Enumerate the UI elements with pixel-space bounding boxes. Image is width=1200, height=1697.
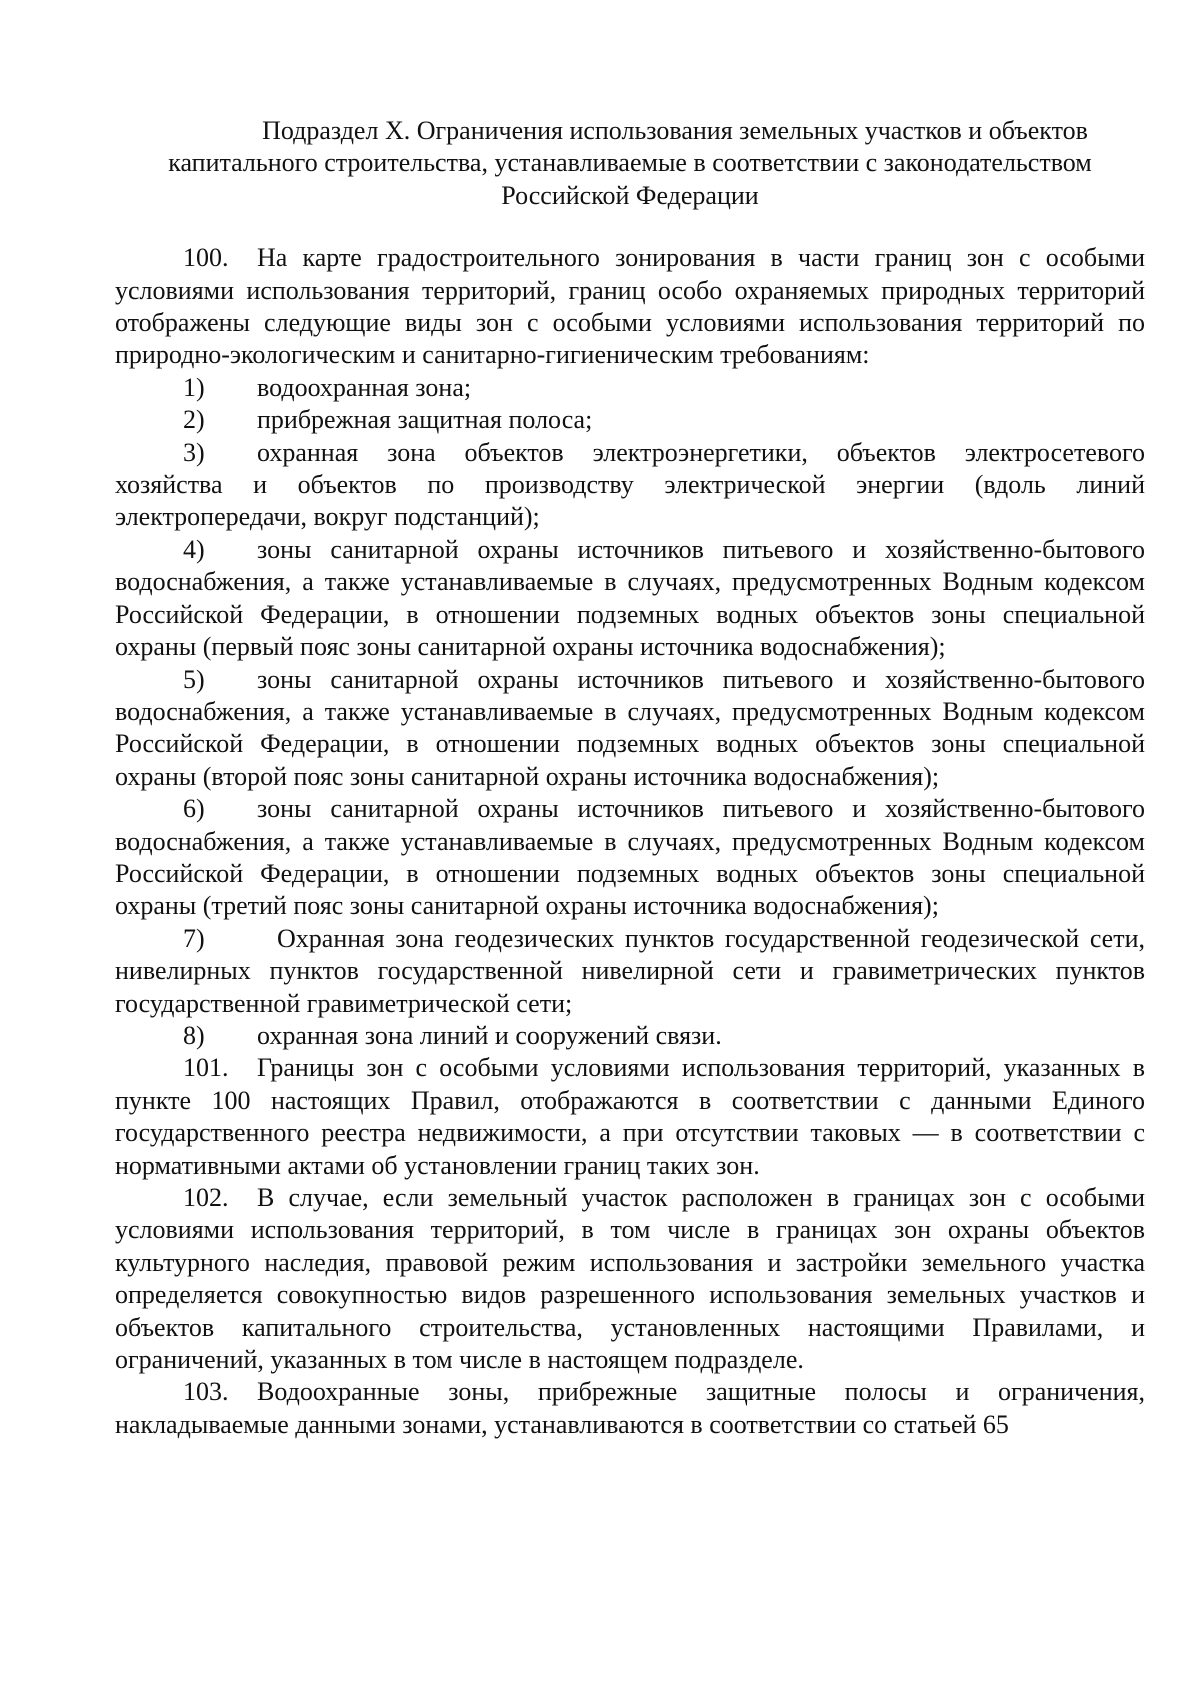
paragraph-number: 102. bbox=[183, 1183, 229, 1212]
list-item-number: 8) bbox=[183, 1020, 205, 1050]
paragraph-text: Границы зон с особыми условиями использования территорий, указанных в пункте 100 настоящих Правил, отображаются в соответствии с данными Единого государственного реестра недвижимости, а при отсутствии таковых — в соответствии с нормативными актами об установлении границ таких зон. bbox=[115, 1053, 1145, 1180]
paragraph-102 bbox=[115, 1182, 1145, 1376]
list-item-text: водоохранная зона; bbox=[257, 372, 472, 402]
paragraph-100 bbox=[115, 242, 1145, 372]
list-item bbox=[115, 664, 1145, 794]
list-item bbox=[115, 534, 1145, 664]
list-item bbox=[115, 923, 1145, 1020]
list-item bbox=[115, 437, 1145, 534]
list-item-text: охранная зона линий и сооружений связи. bbox=[257, 1020, 722, 1050]
paragraph-number: 101. bbox=[183, 1053, 229, 1083]
paragraph-text: В случае, если земельный участок расположен в границах зон с особыми условиями использования территорий, в том числе в границах зон охраны объектов культурного наследия, правовой режим использования и застройки земельного участка определяется совокупностью видов разрешенного использования земельных участков и объектов капитального строительства, установленных настоящими Правилами, и ограничений, указанных в том числе в настоящем подразделе. bbox=[115, 1183, 1145, 1375]
list-item bbox=[115, 1020, 1145, 1052]
list-item-text: зоны санитарной охраны источников питьевого и хозяйственно-бытового водоснабжения, а также устанавливаемые в случаях, предусмотренных Водным кодексом Российской Федерации, в отношении подземных водных объектов зоны специальной охраны (третий пояс зоны санитарной охраны источника водоснабжения); bbox=[115, 794, 1145, 921]
list-item bbox=[115, 404, 1145, 436]
paragraph-text: На карте градостроительного зонирования в части границ зон с особыми условиями использования территорий, границ особо охраняемых природных территорий отображены следующие виды зон с особыми условиями использования территорий по природно-экологическим и санитарно-гигиеническим требованиям: bbox=[115, 243, 1145, 370]
document-page bbox=[115, 115, 1145, 1441]
list-item bbox=[115, 372, 1145, 404]
paragraph-number: 100. bbox=[183, 243, 229, 273]
list-item-text: зоны санитарной охраны источников питьевого и хозяйственно-бытового водоснабжения, а также устанавливаемые в случаях, предусмотренных Водным кодексом Российской Федерации, в отношении подземных водных объектов зоны специальной охраны (второй пояс зоны санитарной охраны источника водоснабжения); bbox=[115, 664, 1145, 791]
section-heading: Подраздел X. Ограничения использования земельных участков и объектов капитального строительства, устанавливаемые в соответствии с законодательством Российской Федерации bbox=[168, 116, 1092, 210]
list-item-number: 7) bbox=[183, 923, 205, 953]
list-item-text: охранная зона объектов электроэнергетики, объектов электросетевого хозяйства и объектов по производству электрической энергии (вдоль линий электропередачи, вокруг подстанций); bbox=[115, 437, 1145, 532]
paragraph-103 bbox=[115, 1376, 1145, 1441]
list-item-text: Охранная зона геодезических пунктов государственной геодезической сети, нивелирных пунктов государственной нивелирной сети и гравиметрических пунктов государственной гравиметрической сети; bbox=[115, 923, 1145, 1018]
paragraph-number: 103. bbox=[183, 1377, 229, 1407]
list-item-number: 5) bbox=[183, 664, 205, 694]
list-item-number: 2) bbox=[183, 405, 205, 435]
paragraph-101 bbox=[115, 1052, 1145, 1182]
list-item-number: 4) bbox=[183, 534, 205, 564]
list-item-text: зоны санитарной охраны источников питьевого и хозяйственно-бытового водоснабжения, а также устанавливаемые в случаях, предусмотренных Водным кодексом Российской Федерации, в отношении подземных водных объектов зоны специальной охраны (первый пояс зоны санитарной охраны источника водоснабжения); bbox=[115, 534, 1145, 662]
list-item bbox=[115, 793, 1145, 923]
list-item-number: 3) bbox=[183, 437, 205, 467]
paragraph-text: Водоохранные зоны, прибрежные защитные полосы и ограничения, накладываемые данными зонами, устанавливаются в соответствии со статьей 65 bbox=[115, 1377, 1145, 1439]
list-item-number: 1) bbox=[183, 372, 205, 402]
list-item-number: 6) bbox=[183, 794, 205, 824]
list-item-text: прибрежная защитная полоса; bbox=[257, 405, 593, 435]
